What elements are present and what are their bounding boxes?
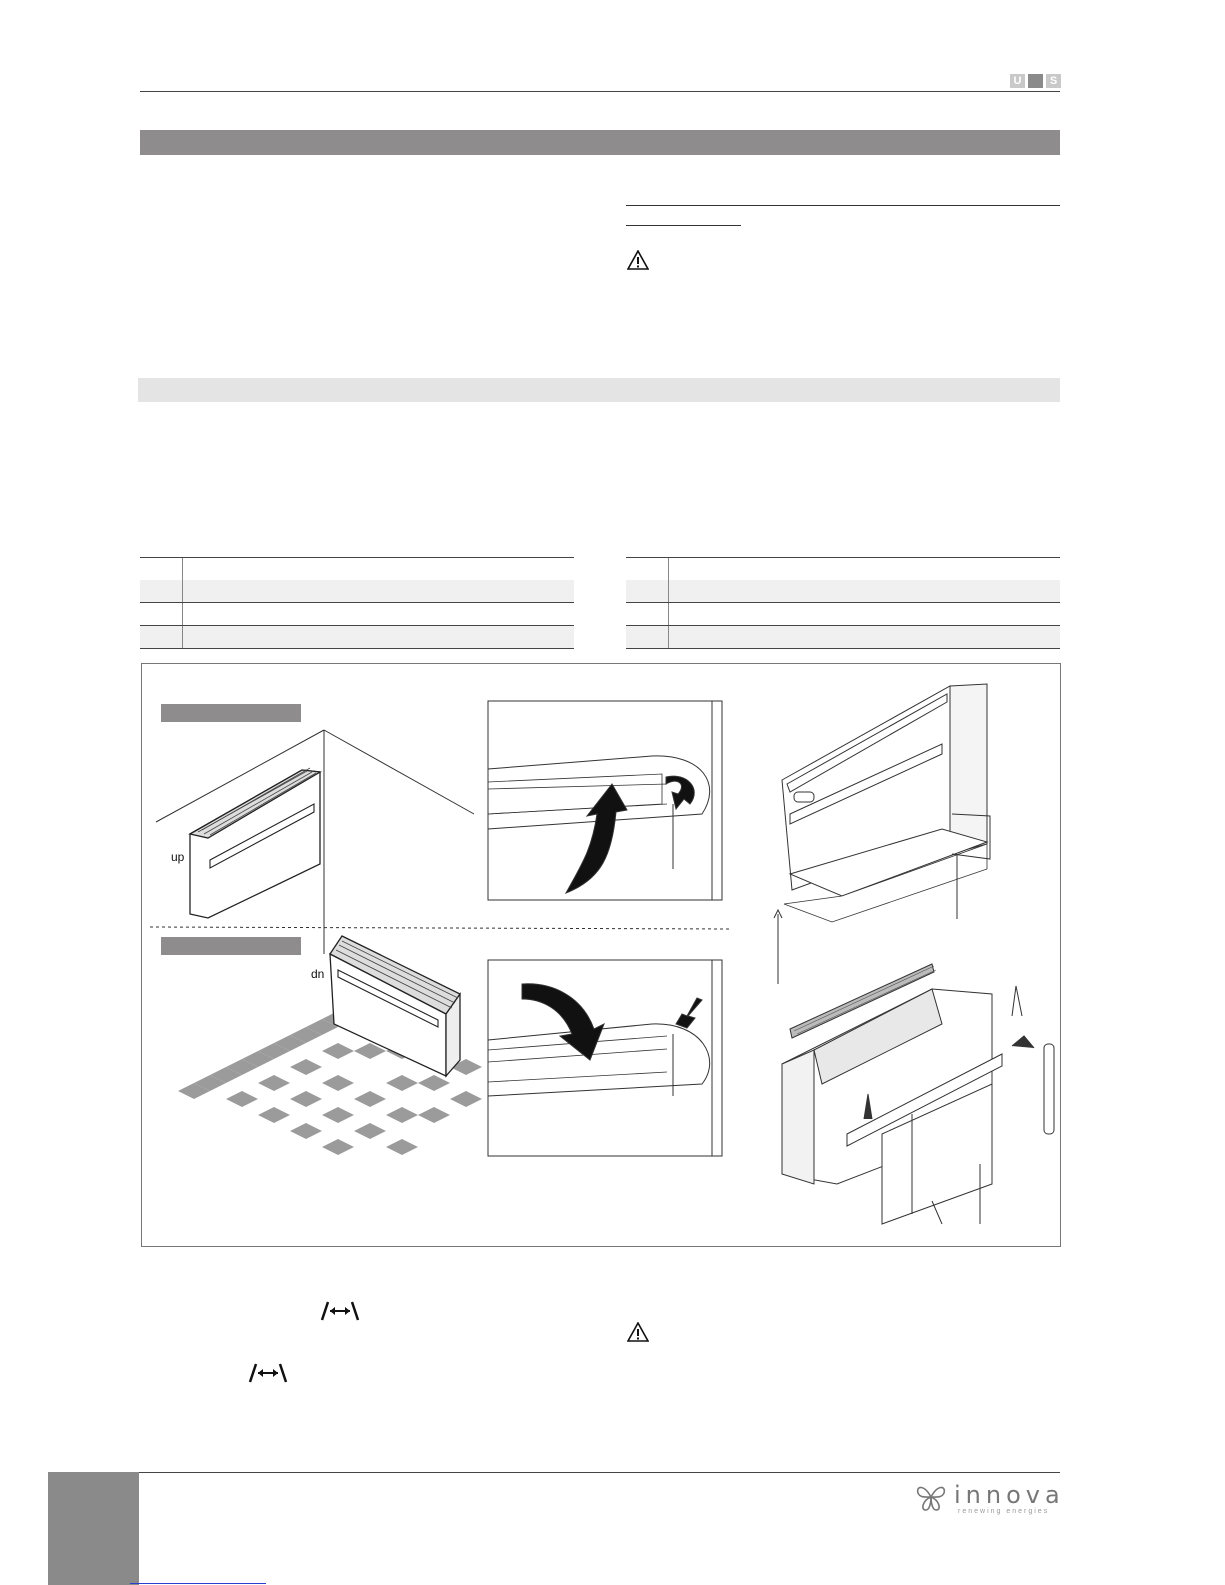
wall-unit bbox=[190, 768, 320, 918]
table-row bbox=[626, 626, 1060, 649]
table-row bbox=[140, 603, 574, 626]
swing-icon bbox=[248, 1362, 288, 1384]
floor-mount-label-bar bbox=[161, 937, 301, 955]
detail-panel-down bbox=[488, 960, 722, 1156]
innova-logo bbox=[914, 1480, 1064, 1520]
brand-tagline: renewing energies bbox=[958, 1508, 1050, 1515]
footer-link-underline bbox=[130, 1583, 266, 1584]
table-row bbox=[626, 557, 1060, 581]
header-rule bbox=[140, 91, 1060, 92]
footer-rule bbox=[139, 1472, 1060, 1473]
detail-panel-up bbox=[488, 701, 722, 900]
subsection-heading-bar bbox=[138, 378, 1060, 402]
wall-mount-label-bar bbox=[161, 704, 301, 722]
page-tab bbox=[48, 1472, 139, 1585]
lang-badge-u: U bbox=[1010, 74, 1025, 88]
table-row bbox=[140, 580, 574, 603]
brand-name: innova bbox=[954, 1481, 1065, 1509]
right-column-rule bbox=[626, 205, 1060, 206]
lang-badge-s: S bbox=[1046, 74, 1061, 88]
right-column-underline bbox=[626, 225, 741, 226]
table-row bbox=[140, 626, 574, 649]
table-row bbox=[140, 557, 574, 581]
table-row bbox=[626, 580, 1060, 603]
warning-icon bbox=[627, 250, 649, 270]
table-row bbox=[626, 603, 1060, 626]
swing-icon bbox=[320, 1300, 360, 1322]
label-up: up bbox=[171, 850, 185, 864]
label-dn: dn bbox=[311, 967, 325, 981]
exploded-unit-bottom bbox=[782, 964, 1054, 1224]
section-heading-bar bbox=[140, 130, 1060, 155]
exploded-unit-top bbox=[774, 684, 990, 984]
installation-illustration bbox=[142, 664, 1060, 1246]
separator-dashed-line bbox=[150, 927, 732, 929]
installation-figure bbox=[141, 663, 1061, 1247]
butterfly-icon bbox=[914, 1480, 948, 1514]
warning-icon bbox=[627, 1322, 649, 1342]
lang-badge-middle bbox=[1028, 74, 1043, 88]
